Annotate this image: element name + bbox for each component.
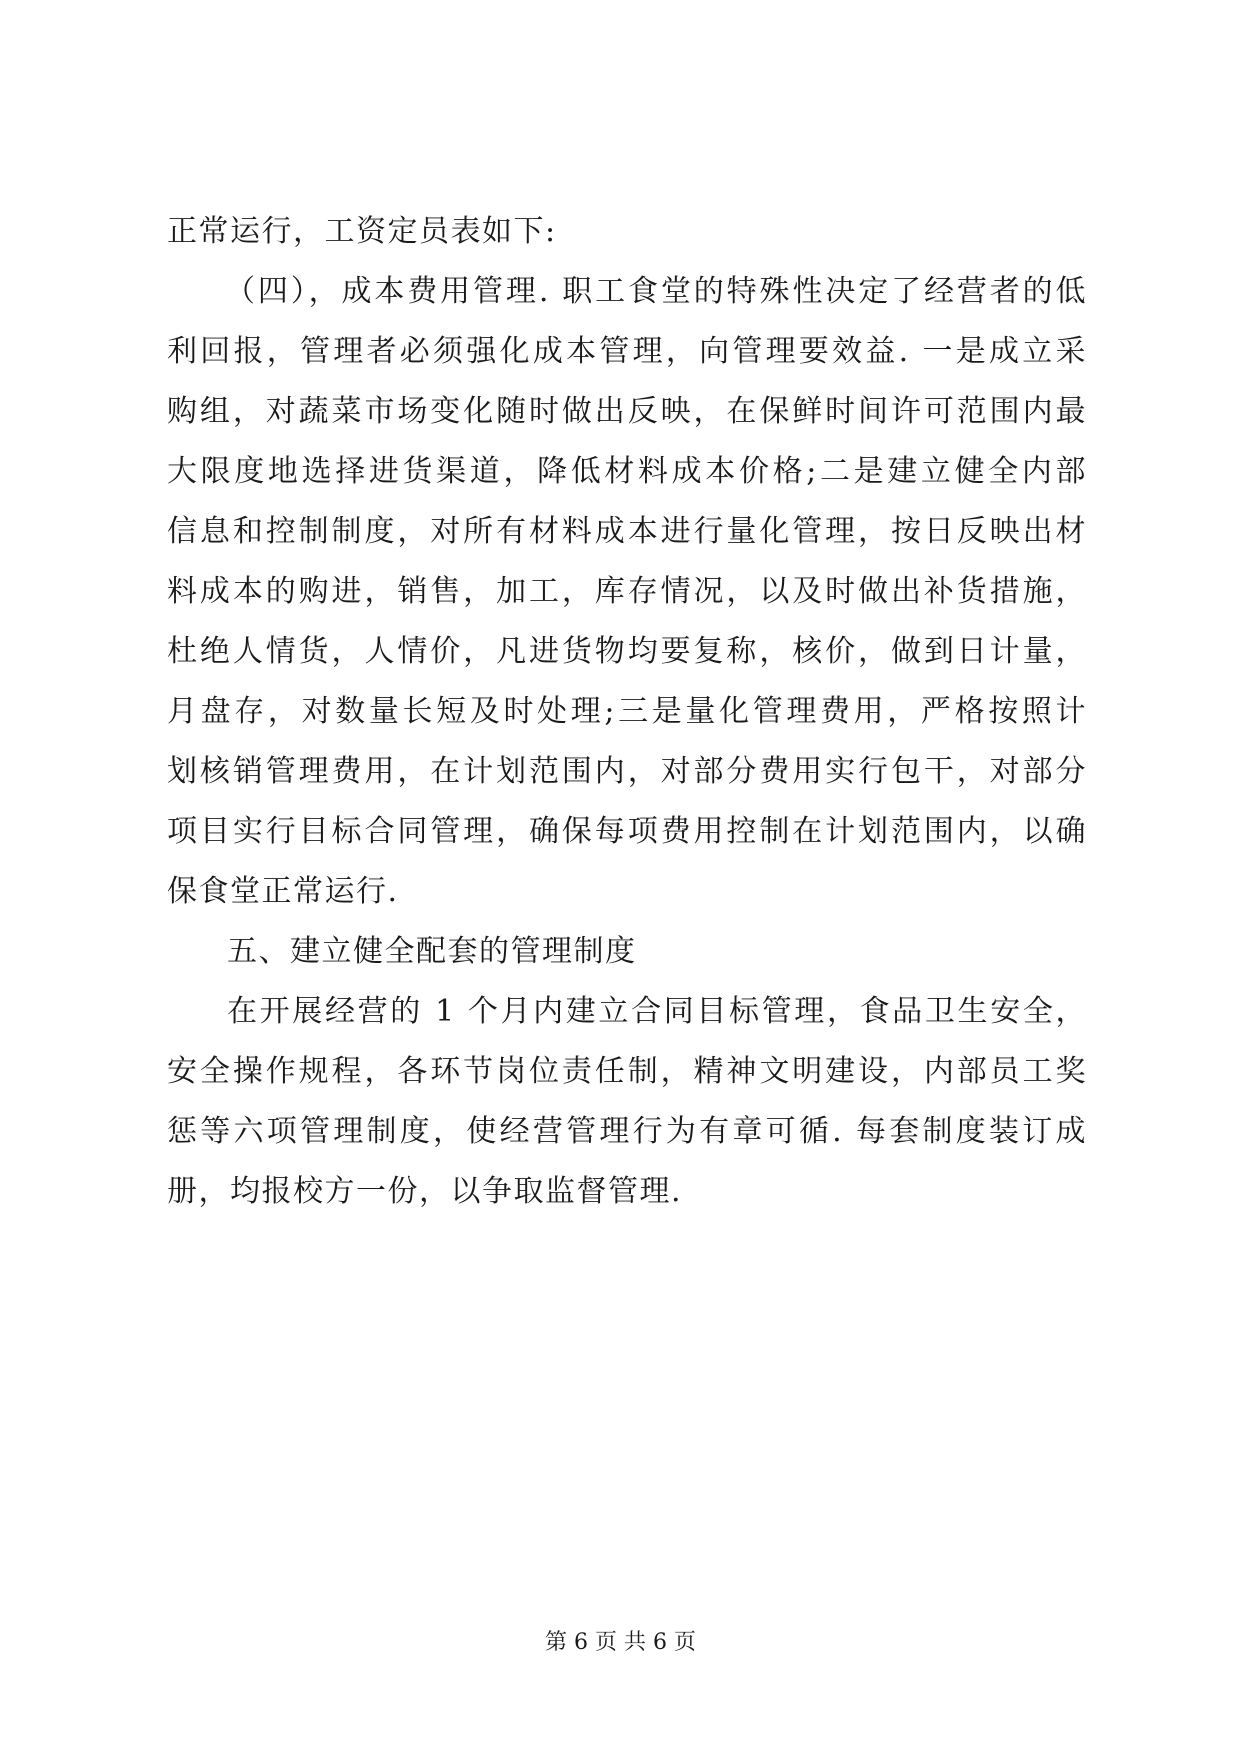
paragraph-line: 项目实行目标合同管理，确保每项费用控制在计划范围内，以确 (167, 814, 1087, 849)
paragraph-line: 料成本的购进，销售，加工，库存情况，以及时做出补货措施， (167, 574, 1087, 609)
paragraph-line: 册，均报校方一份，以争取监督管理. (167, 1174, 683, 1209)
paragraph-line: 信息和控制制度，对所有材料成本进行量化管理，按日反映出材 (167, 514, 1087, 549)
paragraph-line: 正常运行，工资定员表如下: (167, 214, 557, 249)
paragraph-line: 划核销管理费用，在计划范围内，对部分费用实行包干，对部分 (167, 754, 1087, 789)
paragraph-line: 月盘存，对数量长短及时处理;三是量化管理费用，严格按照计 (167, 694, 1087, 729)
paragraph-line: 利回报，管理者必须强化成本管理，向管理要效益. 一是成立采 (167, 334, 1087, 369)
section-heading: 五、建立健全配套的管理制度 (227, 934, 637, 969)
paragraph-line: （四），成本费用管理. 职工食堂的特殊性决定了经营者的低 (225, 274, 1087, 309)
paragraph-line: 保食堂正常运行. (167, 874, 399, 909)
paragraph-line: 杜绝人情货，人情价，凡进货物均要复称，核价，做到日计量， (167, 634, 1087, 669)
body-text (167, 202, 1087, 1222)
paragraph-line: 惩等六项管理制度，使经营管理行为有章可循. 每套制度装订成 (167, 1114, 1087, 1149)
paragraph-line: 大限度地选择进货渠道，降低材料成本价格;二是建立健全内部 (167, 454, 1087, 489)
paragraph-line: 安全操作规程，各环节岗位责任制，精神文明建设，内部员工奖 (167, 1054, 1087, 1089)
paragraph-line: 购组，对蔬菜市场变化随时做出反映，在保鲜时间许可范围内最 (167, 394, 1087, 429)
page-number-footer: 第 6 页 共 6 页 (545, 1630, 696, 1655)
paragraph-line: 在开展经营的 1 个月内建立合同目标管理，食品卫生安全， (227, 994, 1087, 1029)
